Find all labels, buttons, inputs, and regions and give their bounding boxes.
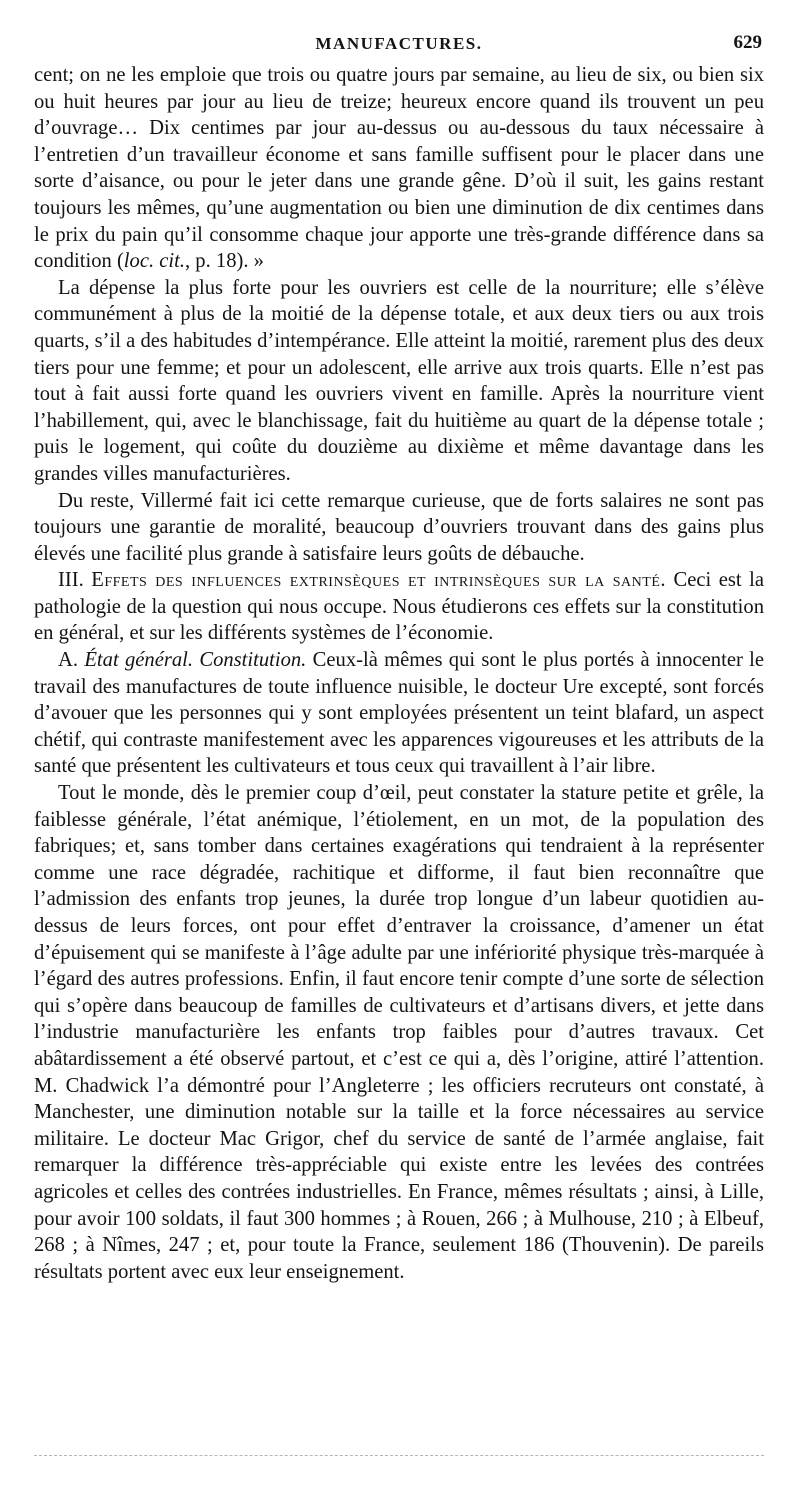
subsection-label: A. xyxy=(58,649,79,672)
paragraph-text: cent; on ne les emploie que trois ou quatre jours par semaine, au lieu de six, ou bien six ou huit heures par jour au lieu de treize; heureux encore quand ils trouvent un peu d’ouvrage… Dix centimes par jour au-dessus ou au-dessous du taux nécessaire à l’entretien d’un travailleur économe et sans famille suffisent pour le placer dans une sorte d’aisance, ou pour le jeter dans une grande gêne. D’où il suit, les gains restant toujours les mêmes, qu’une augmentation ou bien une diminution de dix centimes dans le prix du pain qu’il consomme chaque jour apporte une très-grande différence dans sa condition ( xyxy=(34,64,764,273)
paragraph-villerme-remark xyxy=(34,488,764,568)
body-text xyxy=(34,62,764,1285)
paragraph-text: La dépense la plus forte pour les ouvriers est celle de la nourriture; elle s’élève communément à plus de la moitié de la dépense totale, et aux deux tiers ou aux trois quarts, s’il a des habitudes d’intempérance. Elle atteint la moitié, rarement plus des deux tiers pour une femme; et pour un adolescent, elle arrive aux trois quarts. Elle n’est pas tout à fait aussi forte quand les ouvriers vivent en famille. Après la nourriture vient l’habillement, qui, avec le blanchissage, fait du huitième au quart de la dépense totale ; puis le logement, qui coûte du douzième au dixième et même davantage dans les grandes villes manufacturières. xyxy=(34,276,764,485)
paragraph-text: Ceci est la pathologie de la question qui nous occupe. Nous étudierons ces effets sur la constitution en général, et sur les différents systèmes de l’économie. xyxy=(34,569,764,645)
section-number: III. xyxy=(58,569,84,592)
section-iii xyxy=(34,567,764,647)
citation-end: , p. 18). » xyxy=(185,250,264,273)
page-number: 629 xyxy=(733,32,762,53)
section-heading: Effets des influences extrinsèques et intrinsèques sur la santé. xyxy=(91,569,667,592)
page-header xyxy=(34,0,764,62)
paragraph-continuation xyxy=(34,62,764,275)
paragraph-food-expenses xyxy=(34,275,764,488)
running-head: MANUFACTURES. xyxy=(315,34,483,53)
paragraph-text: Tout le monde, dès le premier coup d’œil, peut constater la stature petite et grêle, la faiblesse générale, l’état anémique, l’étiolement, en un mot, de la population des fabriques; et, sans tomber dans certaines exagérations qui tendraient à la représenter comme une race dégradée, rachitique et difforme, il faut bien reconnaître que l’admission des enfants trop jeunes, la durée trop longue d’un labeur quotidien au-dessus de leurs forces, ont pour effet d’entraver la croissance, d’amener un état d’épuisement qui se manifeste à l’âge adulte par une infériorité physique très-marquée à l’égard des autres professions. Enfin, il faut encore tenir compte d’une sorte de sélection qui s’opère dans beaucoup de familles de cultivateurs et d’artisans divers, et jette dans l’industrie manufacturière les enfants trop faibles pour d’autres travaux. Cet abâtardissement a été observé partout, et c’est ce qui a, dès l’origine, attiré l’attention. M. Chadwick l’a démontré pour l’Angleterre ; les officiers recruteurs ont constaté, à Manchester, une diminution notable sur la taille et la force nécessaires au service militaire. Le docteur Mac Grigor, chef du service de santé de l’armée anglaise, fait remarquer la différence très-appréciable qui existe entre les levées des contrées agricoles et celles des contrées industrielles. En France, mêmes résultats ; ainsi, à Lille, pour avoir 100 soldats, il faut 300 hommes ; à Rouen, 266 ; à Mulhouse, 210 ; à Elbeuf, 268 ; à Nîmes, 247 ; et, pour toute la France, seulement 186 (Thouvenin). De pareils résultats portent avec eux leur enseignement. xyxy=(34,782,764,1283)
paragraph-text: Ceux-là mêmes qui sont le plus portés à innocenter le travail des manufactures de toute influence nuisible, le docteur Ure excepté, sont forcés d’avouer que les personnes qui y sont employées présentent un teint blafard, un aspect chétif, qui contraste manifestement avec les apparences vigoureuses et les attributs de la santé que présentent les cultivateurs et tous ceux qui travaillent à l’air libre. xyxy=(34,649,764,778)
subsection-a xyxy=(34,647,764,780)
subsection-heading: État général. Constitution. xyxy=(84,649,307,672)
paragraph-text: Du reste, Villermé fait ici cette remarque curieuse, que de forts salaires ne sont pas toujours une garantie de moralité, beaucoup d’ouvriers trouvant dans des gains plus élevés une facilité plus grande à satisfaire leurs goûts de débauche. xyxy=(34,489,764,565)
citation: loc. cit. xyxy=(123,250,185,273)
footer-rule xyxy=(34,1455,764,1456)
paragraph-population-stature xyxy=(34,780,764,1285)
